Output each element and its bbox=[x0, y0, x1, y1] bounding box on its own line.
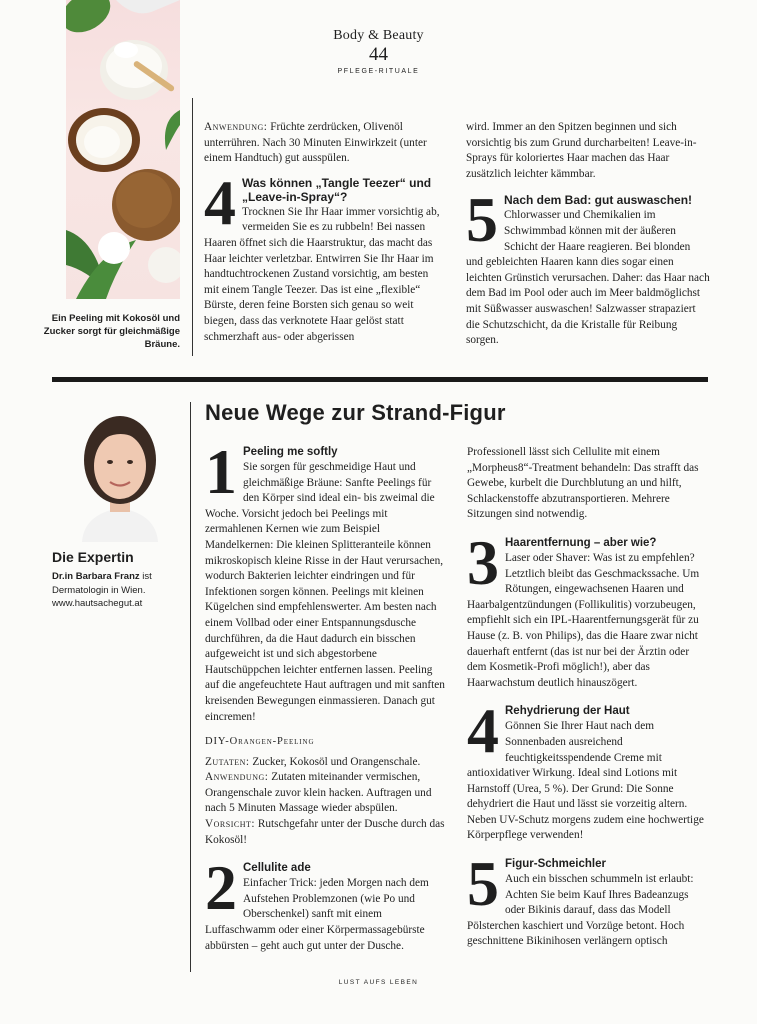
section-1 bbox=[205, 436, 448, 725]
intro-label: Anwendung: bbox=[204, 121, 268, 133]
tip-5-heading: Nach dem Bad: gut auswaschen! bbox=[504, 193, 693, 208]
section-3-text: Laser oder Shaver: Was ist zu empfehlen? Letztlich bleibt das Geschmackssache. Um Rötungen, eingewachsenen Haaren und Haarbalgentzündungen (Follikulitis) vorzubeugen, empfiehlt sich ein IPL-Haarentfernungsgerät für zu Hause (z. B. von Philips), das die Haare zwar nicht dauerhaft entfernt (das ist nur bei der Ärztin oder dem Kosmetik-Profi möglich!), aber das Haarwachstum deutlich hinauszögert. bbox=[467, 551, 700, 689]
figure-tips-column-1 bbox=[205, 436, 448, 954]
expert-role: ist Dermatologin in Wien. bbox=[52, 571, 152, 596]
section-1-number: 1 bbox=[205, 436, 237, 507]
column-divider bbox=[192, 98, 193, 356]
section-divider bbox=[52, 377, 708, 382]
article-headline: Neue Wege zur Strand-Figur bbox=[205, 400, 506, 425]
coconut-scrub-photo bbox=[66, 0, 180, 299]
section-5-text: Auch ein bisschen schummeln ist erlaubt: Achten Sie beim Kauf Ihres Badeanzugs oder Bikinis darauf, dass das Modell Pölsterchen kaschiert und Vorzüge betont. Hoch geschnittene Bikinihosen verlängern optisch bbox=[467, 873, 694, 948]
section-5-number: 5 bbox=[467, 848, 499, 920]
section-2 bbox=[205, 852, 448, 954]
expert-description bbox=[52, 570, 192, 611]
section-label: PFLEGE-RITUALE bbox=[337, 68, 420, 75]
section-4-text: Gönnen Sie Ihrer Haut nach dem Sonnenbaden ausreichend feuchtigkeitsspendende Creme mit antioxidativer Wirkung. Ideal sind Lotions mit Harnstoff (Urea, 5 %). Der Grund: Die Sonne dehydriert die Haut und lässt sie vorzeitig altern. Neben UV-Schutz morgens zudem eine hochwertige Körperpflege verwenden! bbox=[467, 720, 704, 842]
recipe-title: DIY-Orangen-Peeling bbox=[205, 736, 315, 748]
section-4-heading: Rehydrierung der Haut bbox=[505, 705, 630, 718]
intro-paragraph bbox=[204, 120, 446, 167]
tip-4-text: Trocknen Sie Ihr Haar immer vorsichtig ab, vermeiden Sie es zu rubbeln! Bei nassen Haaren öffnet sich die Haarstruktur, das macht das Haar leichter verletzbar. Entwirren Sie Ihr Haar im handtuchtrockenen Zustand vorsichtig, am besten mit einem Tangle Teezer. Das ist eine „flexible“ Bürste, deren feine Borsten sich genau so weit biegen, dass das verknotete Haar gelöst statt schmerzhaft aus- oder abgerissen bbox=[204, 205, 440, 343]
cellulite-continued: Professionell lässt sich Cellulite mit einem „Morpheus8“-Treatment behandeln: Das strafft das Gewebe, kurbelt die Durchblutung an und hilft, Schlackenstoffe abzutransportieren. Mehrere Sitzungen sind notwendig. bbox=[467, 446, 699, 521]
caution-text: Rutschgefahr unter der Dusche durch das Kokosöl! bbox=[205, 818, 445, 846]
section-3-heading: Haarentfernung – aber wie? bbox=[505, 536, 657, 549]
tip-5 bbox=[466, 184, 710, 348]
tip-5-text: Chlorwasser und Chemikalien im Schwimmbad können mit der äußeren Schicht der Haare reagieren. Bei blonden und gebleichten Haaren kann dies sogar einen leichten Grünstich verursachen. Daher: das Haar nach dem Bad im Pool oder auch im Meer baldmöglichst mit Süßwasser auswaschen! Salzwasser strapaziert die Schutzschicht, da die Kristalle für Reibung sorgen. bbox=[466, 209, 710, 347]
figure-tips-column-2 bbox=[467, 445, 710, 950]
expert-website: www.hautsachegut.at bbox=[52, 598, 143, 609]
page-number: 44 bbox=[369, 44, 388, 65]
tip-4-number: 4 bbox=[204, 166, 236, 238]
hair-tips-column-1 bbox=[204, 120, 446, 345]
page-footer: LUST AUFS LEBEN bbox=[338, 979, 419, 986]
section-2-number: 2 bbox=[205, 852, 237, 924]
usage-text: Zutaten miteinander vermischen, Orangenschale zuvor klein hacken. Auftragen und nach 5 Minuten Massage wieder abspülen. bbox=[205, 771, 432, 815]
recipe-ingredients bbox=[205, 755, 448, 849]
expert-portrait bbox=[62, 402, 178, 542]
photo-caption: Ein Peeling mit Kokosöl und Zucker sorgt für gleichmäßige Bräune. bbox=[43, 313, 180, 350]
magazine-title: Body & Beauty bbox=[333, 28, 424, 43]
hair-tips-column-2 bbox=[466, 120, 710, 349]
section-4 bbox=[467, 695, 710, 844]
continued-text: wird. Immer an den Spitzen beginnen und sich vorsichtig bis zum Grund durcharbeiten! Leave-in-Sprays für koloriertes Haar machen das Haar zusätzlich leichter kämmbar. bbox=[466, 121, 697, 180]
caution-label: Vorsicht: bbox=[205, 818, 256, 831]
section-2-heading: Cellulite ade bbox=[243, 862, 311, 875]
section-1-heading: Peeling me softly bbox=[243, 446, 338, 458]
tip-4 bbox=[204, 166, 446, 345]
tip-4-heading: Was können „Tangle Teezer“ und „Leave-in-Spray“? bbox=[242, 175, 432, 204]
ingredients-text: Zucker, Kokosöl und Orangenschale. bbox=[252, 755, 421, 768]
expert-name: Dr.in Barbara Franz bbox=[52, 571, 140, 582]
recipe-box bbox=[205, 734, 448, 848]
ingredients-label: Zutaten: bbox=[205, 755, 250, 768]
section-3 bbox=[467, 526, 710, 691]
section-2-text: Einfacher Trick: jeden Morgen nach dem Aufstehen Problemzonen (wie Po und Oberschenkel) sanft mit einem Luffaschwamm oder einer Körpermassagebürste abbürsten – geht auch gut unter der Dusche. bbox=[205, 877, 429, 952]
expert-title: Die Expertin bbox=[52, 549, 134, 565]
column-divider-bottom bbox=[190, 402, 191, 972]
section-1-text: Sie sorgen für geschmeidige Haut und gleichmäßige Bräune: Sanfte Peelings für den Körper sind ideal ein- bis zweimal die Woche. Vorsicht jedoch bei Peelings mit zermahlenen Kernen wie zum Beispiel Mandelkernen: Die kleinen Splitteranteile können mikroskopisch kleine Risse in der Haut verursachen, wodurch Bakterien leichter eindringen und für Infektionen sorgen können. Peelings mit kleinen Kügelchen sind empfehlenswerter. Am besten nach einem Vollbad oder einer Entspannungsdusche durchführen, da die Haut dadurch ein bisschen aufgeweicht ist und sich abgestorbene Hautschüppchen leichter entfernen lassen. Peeling auf die angefeuchtete Haut auftragen und mit sanften kreisenden Bewegungen einmassieren. Danach gut eincremen! bbox=[205, 461, 445, 723]
usage-label: Anwendung: bbox=[205, 771, 269, 784]
section-5-heading: Figur-Schmeichler bbox=[505, 858, 606, 871]
section-4-number: 4 bbox=[467, 695, 499, 767]
intro-text: Früchte zerdrücken, Olivenöl unterrühren. Nach 30 Minuten Einwirkzeit (unter einem Handtuch) gut ausspülen. bbox=[204, 121, 427, 165]
tip-5-number: 5 bbox=[466, 184, 498, 256]
section-5 bbox=[467, 848, 710, 950]
section-3-number: 3 bbox=[467, 526, 499, 598]
